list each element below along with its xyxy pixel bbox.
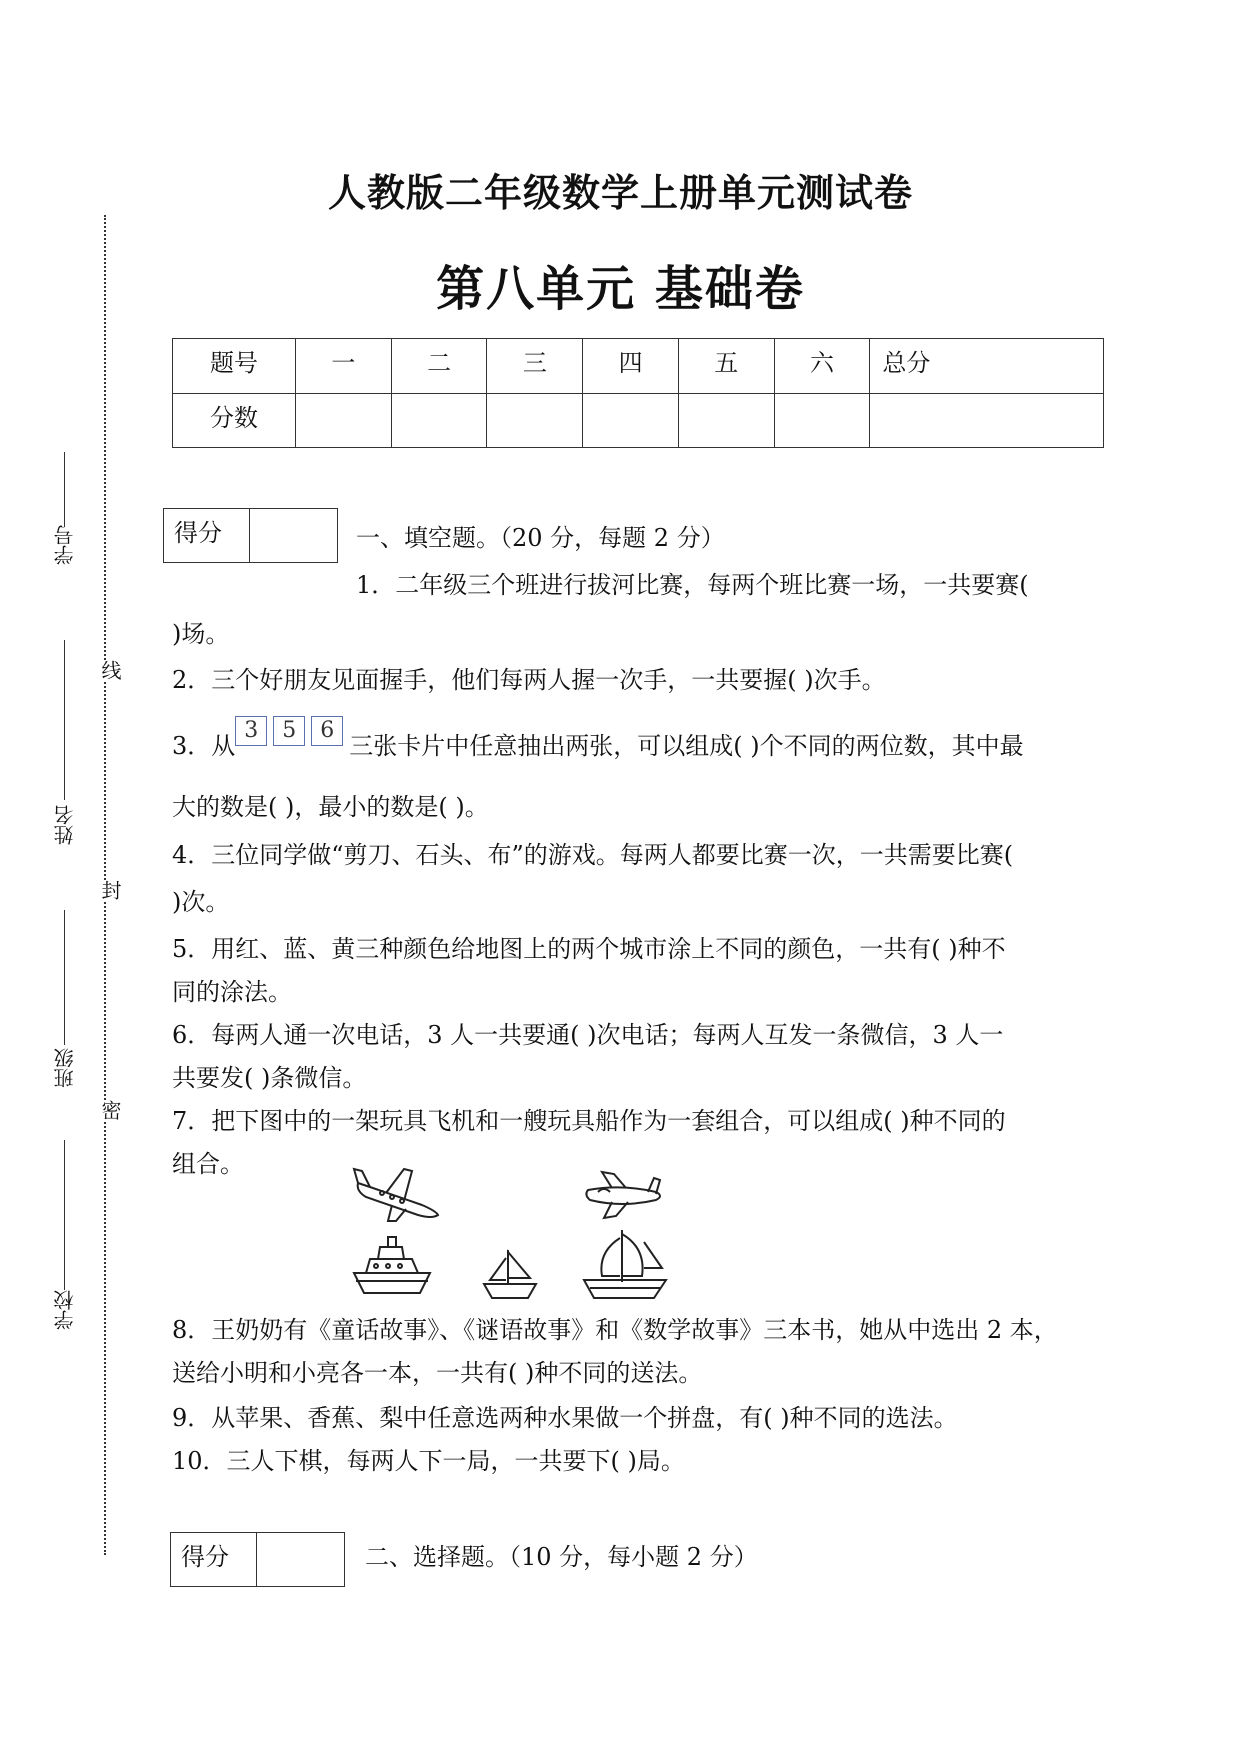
score-table bbox=[172, 338, 1104, 448]
score-input-cell[interactable] bbox=[583, 393, 679, 448]
sailing-ship-icon bbox=[582, 1228, 668, 1300]
student-number-blank bbox=[64, 452, 65, 527]
score-box-label: 得分 bbox=[164, 509, 250, 562]
question-1-line-b: )场。 bbox=[172, 620, 230, 648]
question-5-line-b: 同的涂法。 bbox=[172, 978, 292, 1006]
score-cell: 分数 bbox=[173, 393, 296, 448]
score-cell: 五 bbox=[678, 339, 774, 394]
score-box-blank[interactable] bbox=[250, 509, 337, 562]
score-cell: 总分 bbox=[870, 339, 1104, 394]
question-10: 10．三人下棋，每两人下一局，一共要下( )局。 bbox=[172, 1447, 685, 1475]
sailboat-icon bbox=[480, 1248, 540, 1300]
question-2: 2．三个好朋友见面握手，他们每两人握一次手，一共要握( )次手。 bbox=[172, 666, 886, 694]
score-box-label: 得分 bbox=[171, 1533, 257, 1586]
question-7-line-b: 组合。 bbox=[172, 1150, 244, 1178]
section2-score-box bbox=[170, 1532, 345, 1587]
question-9: 9．从苹果、香蕉、梨中任意选两种水果做一个拼盘，有( )种不同的选法。 bbox=[172, 1404, 958, 1432]
name-blank bbox=[64, 640, 65, 800]
page-title: 人教版二年级数学上册单元测试卷 bbox=[327, 170, 913, 215]
score-input-cell[interactable] bbox=[678, 393, 774, 448]
score-cell: 六 bbox=[774, 339, 870, 394]
score-input-cell[interactable] bbox=[391, 393, 487, 448]
question-7-line-a: 7．把下图中的一架玩具飞机和一艘玩具船作为一套组合，可以组成( )种不同的 bbox=[172, 1107, 1006, 1135]
class-label: 班级 bbox=[53, 1048, 77, 1088]
seal-char-line: 线 bbox=[96, 660, 125, 680]
name-label: 姓名 bbox=[53, 805, 77, 845]
question-3-text: 三张卡片中任意抽出两张，可以组成( )个不同的两位数，其中最 bbox=[349, 732, 1024, 760]
score-table-header-row bbox=[173, 339, 1104, 394]
number-card: 3 bbox=[235, 716, 267, 746]
score-cell: 一 bbox=[296, 339, 392, 394]
school-blank bbox=[64, 1140, 65, 1290]
number-card: 5 bbox=[273, 716, 305, 746]
question-3-line-a bbox=[172, 718, 1024, 761]
score-box-blank[interactable] bbox=[257, 1533, 344, 1586]
score-input-cell[interactable] bbox=[870, 393, 1104, 448]
score-cell: 题号 bbox=[173, 339, 296, 394]
section1-score-box bbox=[163, 508, 338, 563]
score-cell: 三 bbox=[487, 339, 583, 394]
score-cell: 二 bbox=[391, 339, 487, 394]
question-3-line-b: 大的数是( )，最小的数是( )。 bbox=[172, 793, 489, 821]
score-input-cell[interactable] bbox=[774, 393, 870, 448]
number-card: 6 bbox=[311, 716, 343, 746]
question-4-line-a: 4．三位同学做“剪刀、石头、布”的游戏。每两人都要比赛一次，一共需要比赛( bbox=[172, 841, 1014, 869]
question-5-line-a: 5．用红、蓝、黄三种颜色给地图上的两个城市涂上不同的颜色，一共有( )种不 bbox=[172, 935, 1006, 963]
section2-heading: 二、选择题。（10 分，每小题 2 分） bbox=[365, 1543, 758, 1571]
score-input-cell[interactable] bbox=[296, 393, 392, 448]
seal-char-seal: 封 bbox=[96, 880, 125, 900]
airplane-icon bbox=[582, 1168, 668, 1220]
school-label: 学校 bbox=[53, 1290, 77, 1330]
seal-char-secret: 密 bbox=[96, 1100, 125, 1120]
question-4-line-b: )次。 bbox=[172, 888, 230, 916]
section1-heading: 一、填空题。（20 分，每题 2 分） bbox=[356, 524, 725, 552]
question-3-prefix: 3．从 bbox=[172, 732, 236, 760]
class-blank bbox=[64, 910, 65, 1045]
question-8-line-a: 8．王奶奶有《童话故事》、《谜语故事》和《数学故事》三本书，她从中选出 2 本， bbox=[172, 1316, 1058, 1344]
student-number-label: 学号 bbox=[53, 525, 77, 565]
airplane-icon bbox=[352, 1165, 444, 1225]
score-table-score-row bbox=[173, 393, 1104, 448]
score-cell: 四 bbox=[583, 339, 679, 394]
question-6-line-b: 共要发( )条微信。 bbox=[172, 1064, 367, 1092]
page-subtitle: 第八单元 基础卷 bbox=[436, 261, 805, 317]
ship-icon bbox=[350, 1233, 434, 1297]
question-1-line-a: 1．二年级三个班进行拔河比赛，每两个班比赛一场，一共要赛( bbox=[356, 571, 1029, 599]
question-6-line-a: 6．每两人通一次电话，3 人一共要通( )次电话；每两人互发一条微信，3 人一 bbox=[172, 1021, 1004, 1049]
score-input-cell[interactable] bbox=[487, 393, 583, 448]
question-8-line-b: 送给小明和小亮各一本，一共有( )种不同的送法。 bbox=[172, 1359, 703, 1387]
